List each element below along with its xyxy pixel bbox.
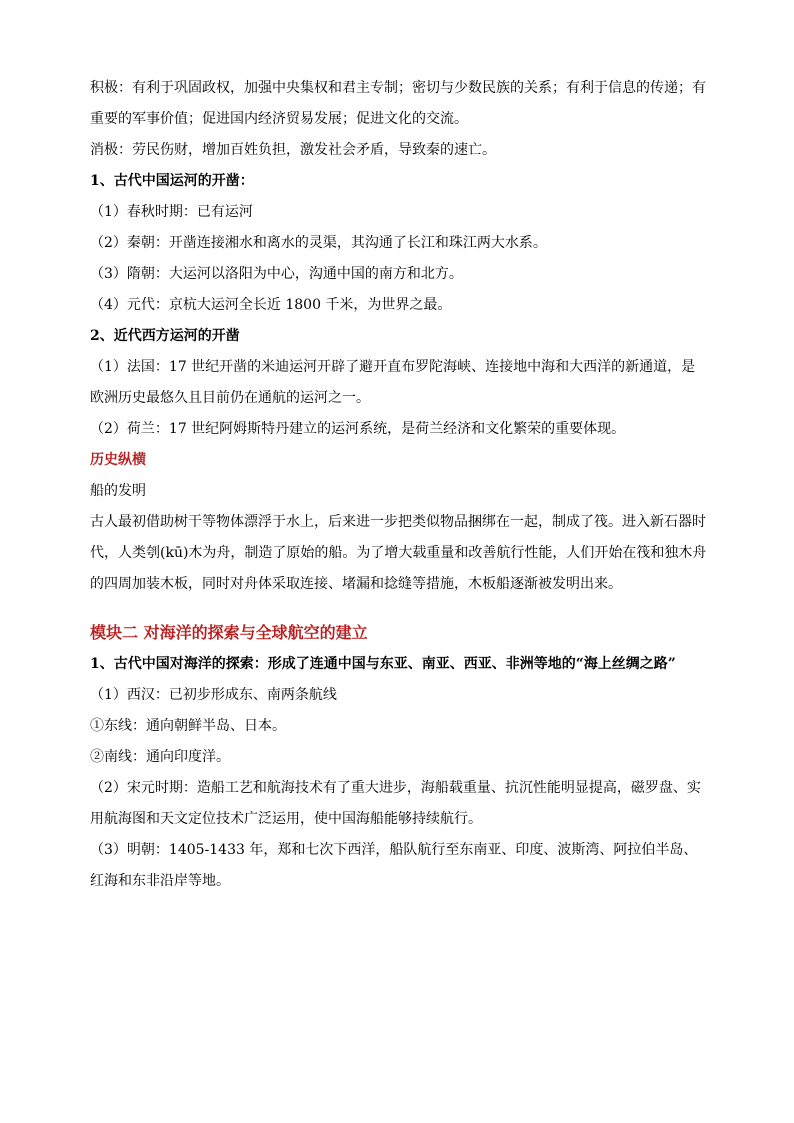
- heading-ocean-exploration: 1、古代中国对海洋的探索：形成了连通中国与东亚、南亚、西亚、非洲等地的“海上丝绸之路”: [90, 656, 676, 672]
- heading-western-canals: 2、近代西方运河的开凿: [90, 328, 240, 344]
- list-item-qin: （2）秦朝：开凿连接湘水和离水的灵渠，其沟通了长江和珠江两大水系。: [90, 235, 547, 251]
- list-item-song-yuan: （2）宋元时期：造船工艺和航海技术有了重大进步，海船载重量、抗沉性能明显提高，磁罗盘、实用航海图和天文定位技术广泛运用，使中国海船能够持续航行。: [90, 780, 701, 827]
- list-item-south-route: ②南线：通向印度洋。: [90, 749, 230, 765]
- paragraph-negative-effects: 消极：劳民伤财，增加百姓负担，激发社会矛盾，导致秦的速亡。: [90, 142, 496, 158]
- paragraph-ship-invention: 古人最初借助树干等物体漂浮于水上，后来进一步把类似物品捆绑在一起，制成了筏。进入新石器时代，人类刳(kū)木为舟，制造了原始的船。为了增大载重量和改善航行性能，人们开始在筏和独木舟的四周加装木板，同时对舟体采取连接、堵漏和捻缝等措施，木板船逐渐被发明出来。: [90, 514, 707, 592]
- list-item-sui: （3）隋朝：大运河以洛阳为中心，沟通中国的南方和北方。: [90, 266, 463, 282]
- heading-ancient-canals: 1、古代中国运河的开凿：: [90, 173, 254, 189]
- list-item-netherlands: （2）荷兰：17 世纪阿姆斯特丹建立的运河系统，是荷兰经济和文化繁荣的重要体现。: [90, 421, 626, 437]
- section-label-history: 历史纵横: [90, 452, 146, 468]
- paragraph-positive-effects: 积极：有利于巩固政权，加强中央集权和君主专制；密切与少数民族的关系；有利于信息的传递；有重要的军事价值；促进国内经济贸易发展；促进文化的交流。: [90, 80, 706, 127]
- list-item-france: （1）法国：17 世纪开凿的米迪运河开辟了避开直布罗陀海峡、连接地中海和大西洋的新通道，是欧洲历史最悠久且目前仍在通航的运河之一。: [90, 359, 696, 406]
- list-item-ming: （3）明朝：1405-1433 年，郑和七次下西洋，船队航行至东南亚、印度、波斯湾、阿拉伯半岛、红海和东非沿岸等地。: [90, 842, 698, 889]
- list-item-east-route: ①东线：通向朝鲜半岛、日本。: [90, 718, 286, 734]
- document-page: [90, 78, 708, 902]
- list-item-yuan: （4）元代：京杭大运河全长近 1800 千米，为世界之最。: [90, 297, 452, 313]
- subtitle-ship-invention: 船的发明: [90, 483, 146, 499]
- module-title: 模块二 对海洋的探索与全球航空的建立: [90, 623, 368, 642]
- list-item-western-han: （1）西汉：已初步形成东、南两条航线: [90, 687, 337, 703]
- list-item-spring-autumn: （1）春秋时期：已有运河: [90, 204, 253, 220]
